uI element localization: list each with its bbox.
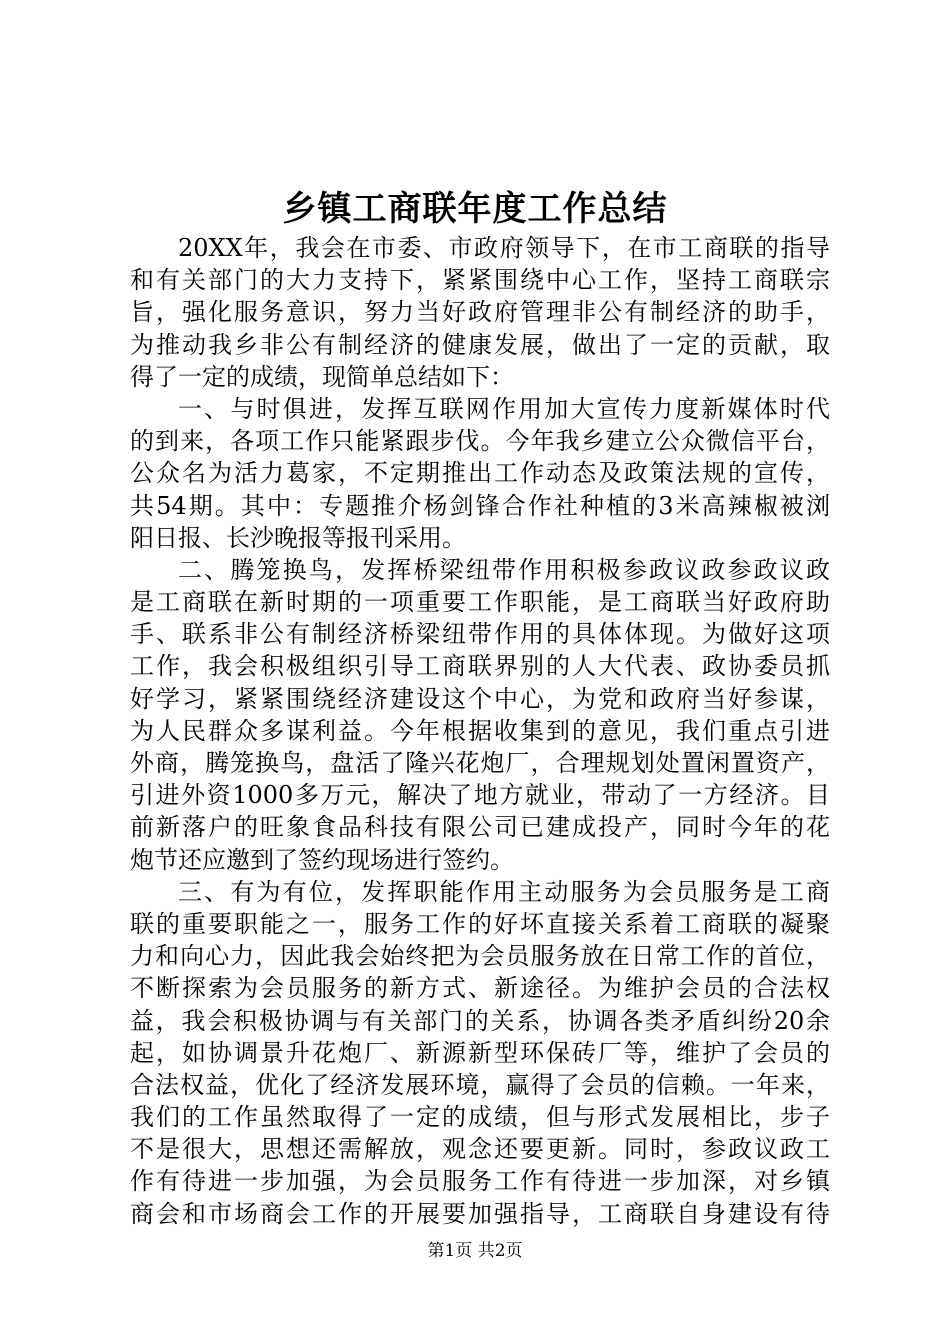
body-line: 前新落户的旺象食品科技有限公司已建成投产，同时今年的花 — [130, 813, 830, 842]
body-line: 和有关部门的大力支持下，紧紧围绕中心工作，坚持工商联宗 — [130, 266, 830, 295]
body-line: 外商，腾笼换鸟，盘活了隆兴花炮厂，合理规划处置闲置资产， — [130, 749, 830, 777]
body-line: 工作，我会积极组织引导工商联界别的人大代表、政协委员抓 — [130, 652, 830, 681]
body-line: 联的重要职能之一，服务工作的好坏直接关系着工商联的凝聚 — [130, 909, 830, 938]
body-line: 得了一定的成绩，现简单总结如下： — [130, 362, 514, 391]
body-line: 好学习，紧紧围绕经济建设这个中心，为党和政府当好参谋， — [130, 684, 830, 713]
body-line: 不断探索为会员服务的新方式、新途径。为维护会员的合法权 — [130, 974, 830, 1003]
body-line: 炮节还应邀到了签约现场进行签约。 — [130, 845, 514, 874]
body-line: 阳日报、长沙晚报等报刊采用。 — [130, 523, 466, 552]
body-line: 的到来，各项工作只能紧跟步伐。今年我乡建立公众微信平台， — [130, 427, 830, 456]
body-line: 益，我会积极协调与有关部门的关系，协调各类矛盾纠纷20余 — [130, 1006, 830, 1035]
body-line: 起，如协调景升花炮厂、新源新型环保砖厂等，维护了会员的 — [130, 1038, 830, 1067]
document-title: 乡镇工商联年度工作总结 — [282, 189, 668, 229]
body-line: 为人民群众多谋利益。今年根据收集到的意见，我们重点引进 — [130, 716, 830, 745]
body-line: 二、腾笼换鸟，发挥桥梁纽带作用积极参政议政参政议政 — [178, 555, 830, 584]
body-line: 三、有为有位，发挥职能作用主动服务为会员服务是工商 — [178, 877, 830, 906]
body-line: 合法权益，优化了经济发展环境，赢得了会员的信赖。一年来， — [130, 1070, 830, 1099]
body-line: 作有待进一步加强，为会员服务工作有待进一步加深，对乡镇 — [130, 1167, 830, 1196]
body-line: 我们的工作虽然取得了一定的成绩，但与形式发展相比，步子 — [130, 1103, 830, 1132]
body-line: 力和向心力，因此我会始终把为会员服务放在日常工作的首位， — [130, 942, 830, 971]
body-line: 不是很大，思想还需解放，观念还要更新。同时，参政议政工 — [130, 1135, 830, 1164]
body-line: 引进外资1000多万元，解决了地方就业，带动了一方经济。目 — [130, 781, 830, 810]
body-line: 旨，强化服务意识，努力当好政府管理非公有制经济的助手， — [130, 298, 830, 327]
body-line: 商会和市场商会工作的开展要加强指导，工商联自身建设有待 — [130, 1199, 830, 1228]
body-line: 一、与时俱进，发挥互联网作用加大宣传力度新媒体时代 — [178, 394, 830, 423]
body-line: 为推动我乡非公有制经济的健康发展，做出了一定的贡献，取 — [130, 330, 830, 359]
body-line: 共54期。其中：专题推介杨剑锋合作社种植的3米高辣椒被浏 — [130, 491, 830, 520]
body-line: 是工商联在新时期的一项重要工作职能，是工商联当好政府助 — [130, 588, 830, 617]
page-footer: 第1页 共2页 — [427, 1241, 523, 1261]
body-line: 手、联系非公有制经济桥梁纽带作用的具体体现。为做好这项 — [130, 620, 830, 649]
document-body — [130, 232, 830, 1230]
body-line: 公众名为活力葛家，不定期推出工作动态及政策法规的宣传， — [130, 459, 830, 488]
body-line: 20XX年，我会在市委、市政府领导下，在市工商联的指导 — [178, 234, 830, 262]
